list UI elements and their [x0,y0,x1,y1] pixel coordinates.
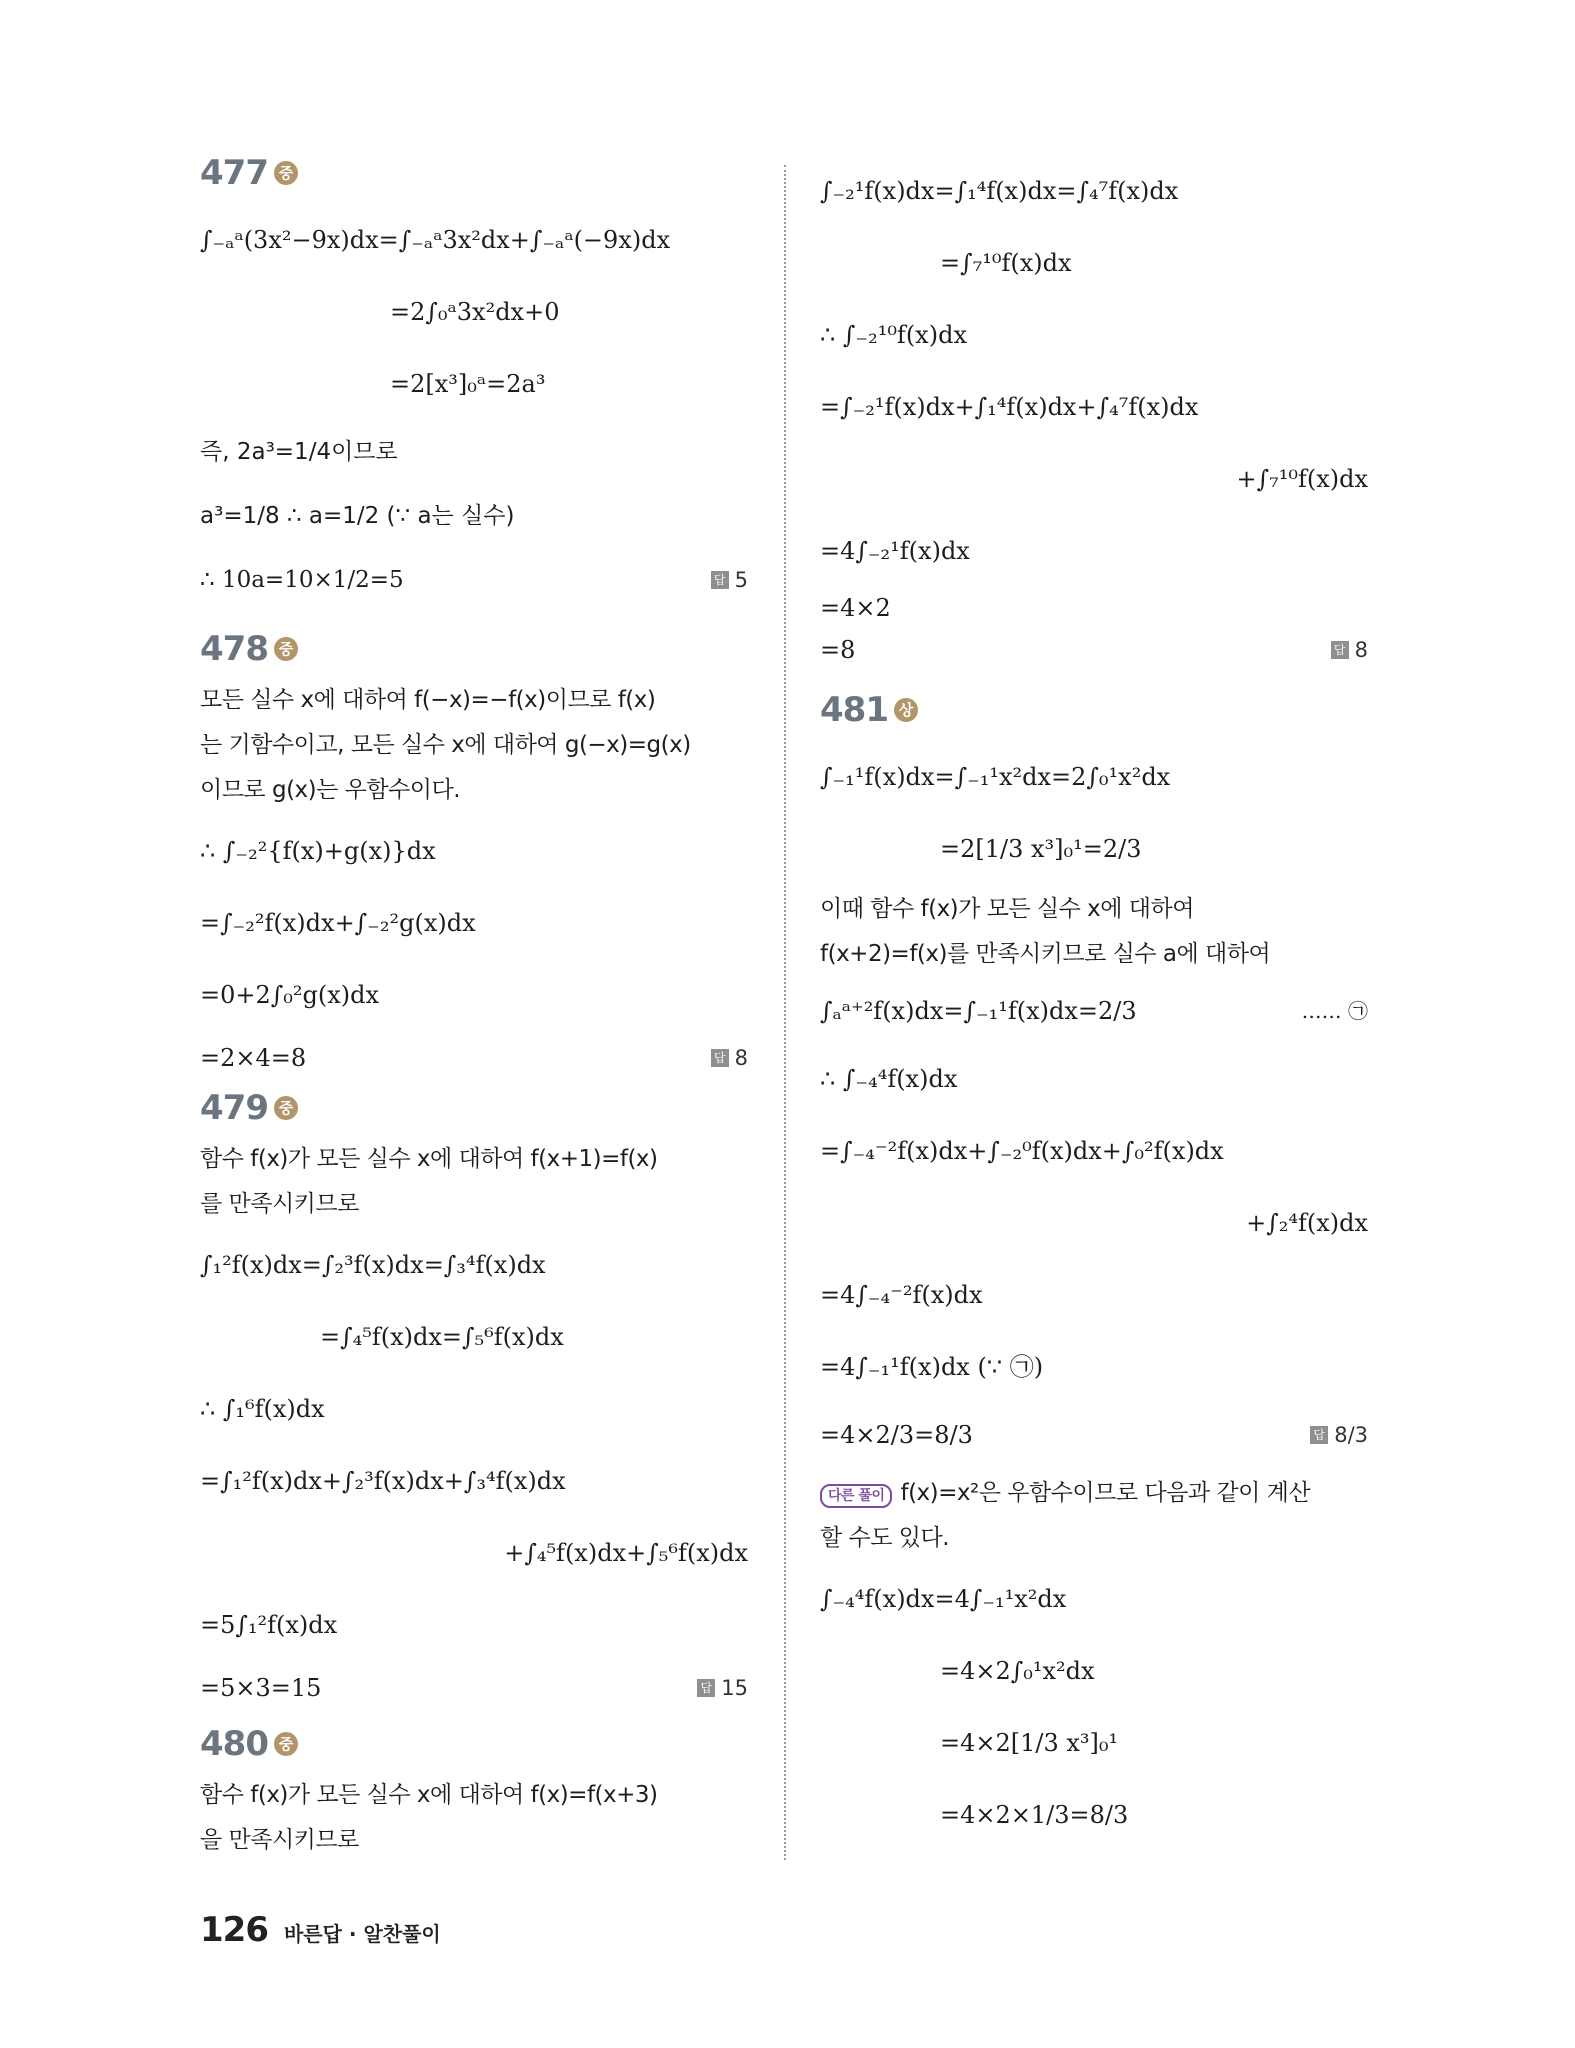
equation: =2[1/3 x³]₀¹=2/3 [940,835,1142,863]
answer-icon: 답 [711,1049,729,1067]
paragraph: f(x+2)=f(x)를 만족시키므로 실수 a에 대하여 [820,941,1271,967]
column-divider [784,165,786,1860]
equation: =0+2∫₀²g(x)dx [200,981,380,1009]
answer-value: 8 [734,1046,748,1070]
paragraph: 할 수도 있다. [820,1525,950,1551]
answer-icon: 답 [697,1679,715,1697]
equation: ∫₋₁¹f(x)dx=∫₋₁¹x²dx=2∫₀¹x²dx [820,763,1171,791]
difficulty-badge: 중 [274,637,298,661]
page-number: 126 [200,1910,268,1950]
equation: =4∫₋₄⁻²f(x)dx [820,1281,983,1309]
answer-icon: 답 [711,571,729,589]
equation: +∫₇¹⁰f(x)dx [1236,465,1368,493]
answer-value: 15 [721,1676,748,1700]
equation: =2×4=8 [200,1044,307,1072]
problem-number [200,1085,748,1131]
equation: ∴ ∫₋₄⁴f(x)dx [820,1065,958,1093]
equation: +∫₄⁵f(x)dx+∫₅⁶f(x)dx [504,1539,748,1567]
equation: =4∫₋₂¹f(x)dx [820,537,970,565]
problem-number-text: 478 [200,629,268,669]
equation-mark: …… ㉠ [1301,999,1368,1023]
equation: =2∫₀ᵃ3x²dx+0 [390,298,560,326]
equation: =5×3=15 [200,1674,322,1702]
difficulty-badge: 중 [274,1732,298,1756]
equation: =8 [820,636,856,664]
paragraph: 를 만족시키므로 [200,1191,359,1217]
paragraph: 함수 f(x)가 모든 실수 x에 대하여 f(x+1)=f(x) [200,1146,658,1172]
answer-icon: 답 [1331,641,1349,659]
answer-label [1310,1423,1368,1447]
equation: a³=1/8 ∴ a=1/2 (∵ a는 실수) [200,502,515,529]
equation: =5∫₁²f(x)dx [200,1611,338,1639]
answer-label [711,568,748,592]
paragraph: 이므로 g(x)는 우함수이다. [200,777,461,803]
answer-value: 5 [734,568,748,592]
difficulty-badge: 중 [274,161,298,185]
problem-number [200,626,748,672]
answer-label [1331,638,1368,662]
footer-label: 바른답 · 알찬풀이 [283,1922,441,1946]
equation: =∫₋₂¹f(x)dx+∫₁⁴f(x)dx+∫₄⁷f(x)dx [820,393,1199,421]
answer-value: 8 [1354,638,1368,662]
equation: ∫ₐᵃ⁺²f(x)dx=∫₋₁¹f(x)dx=2/3 [820,997,1137,1025]
paragraph: 모든 실수 x에 대하여 f(−x)=−f(x)이므로 f(x) [200,687,656,713]
equation: ∫₋ₐᵃ(3x²−9x)dx=∫₋ₐᵃ3x²dx+∫₋ₐᵃ(−9x)dx [200,226,671,254]
equation: =∫₁²f(x)dx+∫₂³f(x)dx+∫₃⁴f(x)dx [200,1467,566,1495]
equation: =4×2 [820,594,891,622]
equation: ∫₋₂¹f(x)dx=∫₁⁴f(x)dx=∫₄⁷f(x)dx [820,177,1179,205]
paragraph: 이때 함수 f(x)가 모든 실수 x에 대하여 [820,896,1194,922]
answer-value: 8/3 [1334,1423,1368,1447]
equation: =4×2×1/3=8/3 [940,1801,1129,1829]
equation: ∴ ∫₁⁶f(x)dx [200,1395,325,1423]
problem-number [200,1721,748,1767]
equation: ∴ ∫₋₂²{f(x)+g(x)}dx [200,837,436,865]
difficulty-badge: 중 [274,1096,298,1120]
equation: =2[x³]₀ᵃ=2a³ [390,370,546,398]
answer-label [697,1676,748,1700]
equation: ∴ 10a=10×1/2=5 [200,566,404,593]
problem-number [200,150,748,196]
equation: =4×2∫₀¹x²dx [940,1657,1095,1685]
difficulty-badge: 상 [894,698,918,722]
equation: ∫₋₄⁴f(x)dx=4∫₋₁¹x²dx [820,1585,1067,1613]
page-footer [200,1910,441,1950]
equation: 즉, 2a³=1/4이므로 [200,438,398,465]
equation: ∫₁²f(x)dx=∫₂³f(x)dx=∫₃⁴f(x)dx [200,1251,546,1279]
equation: =4×2[1/3 x³]₀¹ [940,1729,1119,1757]
problem-number-text: 479 [200,1088,268,1128]
paragraph: 을 만족시키므로 [200,1827,359,1853]
problem-number-text: 480 [200,1724,268,1764]
paragraph: 는 기함수이고, 모든 실수 x에 대하여 g(−x)=g(x) [200,732,691,758]
equation: =∫₋₄⁻²f(x)dx+∫₋₂⁰f(x)dx+∫₀²f(x)dx [820,1137,1224,1165]
problem-number-text: 481 [820,690,888,730]
equation: =∫₇¹⁰f(x)dx [940,249,1072,277]
paragraph: 함수 f(x)가 모든 실수 x에 대하여 f(x)=f(x+3) [200,1782,658,1808]
equation: =4∫₋₁¹f(x)dx (∵ ㉠) [820,1353,1044,1381]
equation: =∫₋₂²f(x)dx+∫₋₂²g(x)dx [200,909,476,937]
problem-number-text: 477 [200,153,268,193]
problem-number [820,687,1368,733]
answer-label [711,1046,748,1070]
alt-solution-paragraph [820,1473,1368,1514]
answer-icon: 답 [1310,1426,1328,1444]
alt-solution-tag: 다른 풀이 [820,1484,892,1508]
equation: =∫₄⁵f(x)dx=∫₅⁶f(x)dx [320,1323,564,1351]
paragraph-text: f(x)=x²은 우함수이므로 다음과 같이 계산 [900,1480,1311,1506]
equation: +∫₂⁴f(x)dx [1246,1209,1368,1237]
equation: =4×2/3=8/3 [820,1421,973,1449]
right-column [820,155,1368,1851]
left-column [200,150,748,1865]
equation: ∴ ∫₋₂¹⁰f(x)dx [820,321,967,349]
